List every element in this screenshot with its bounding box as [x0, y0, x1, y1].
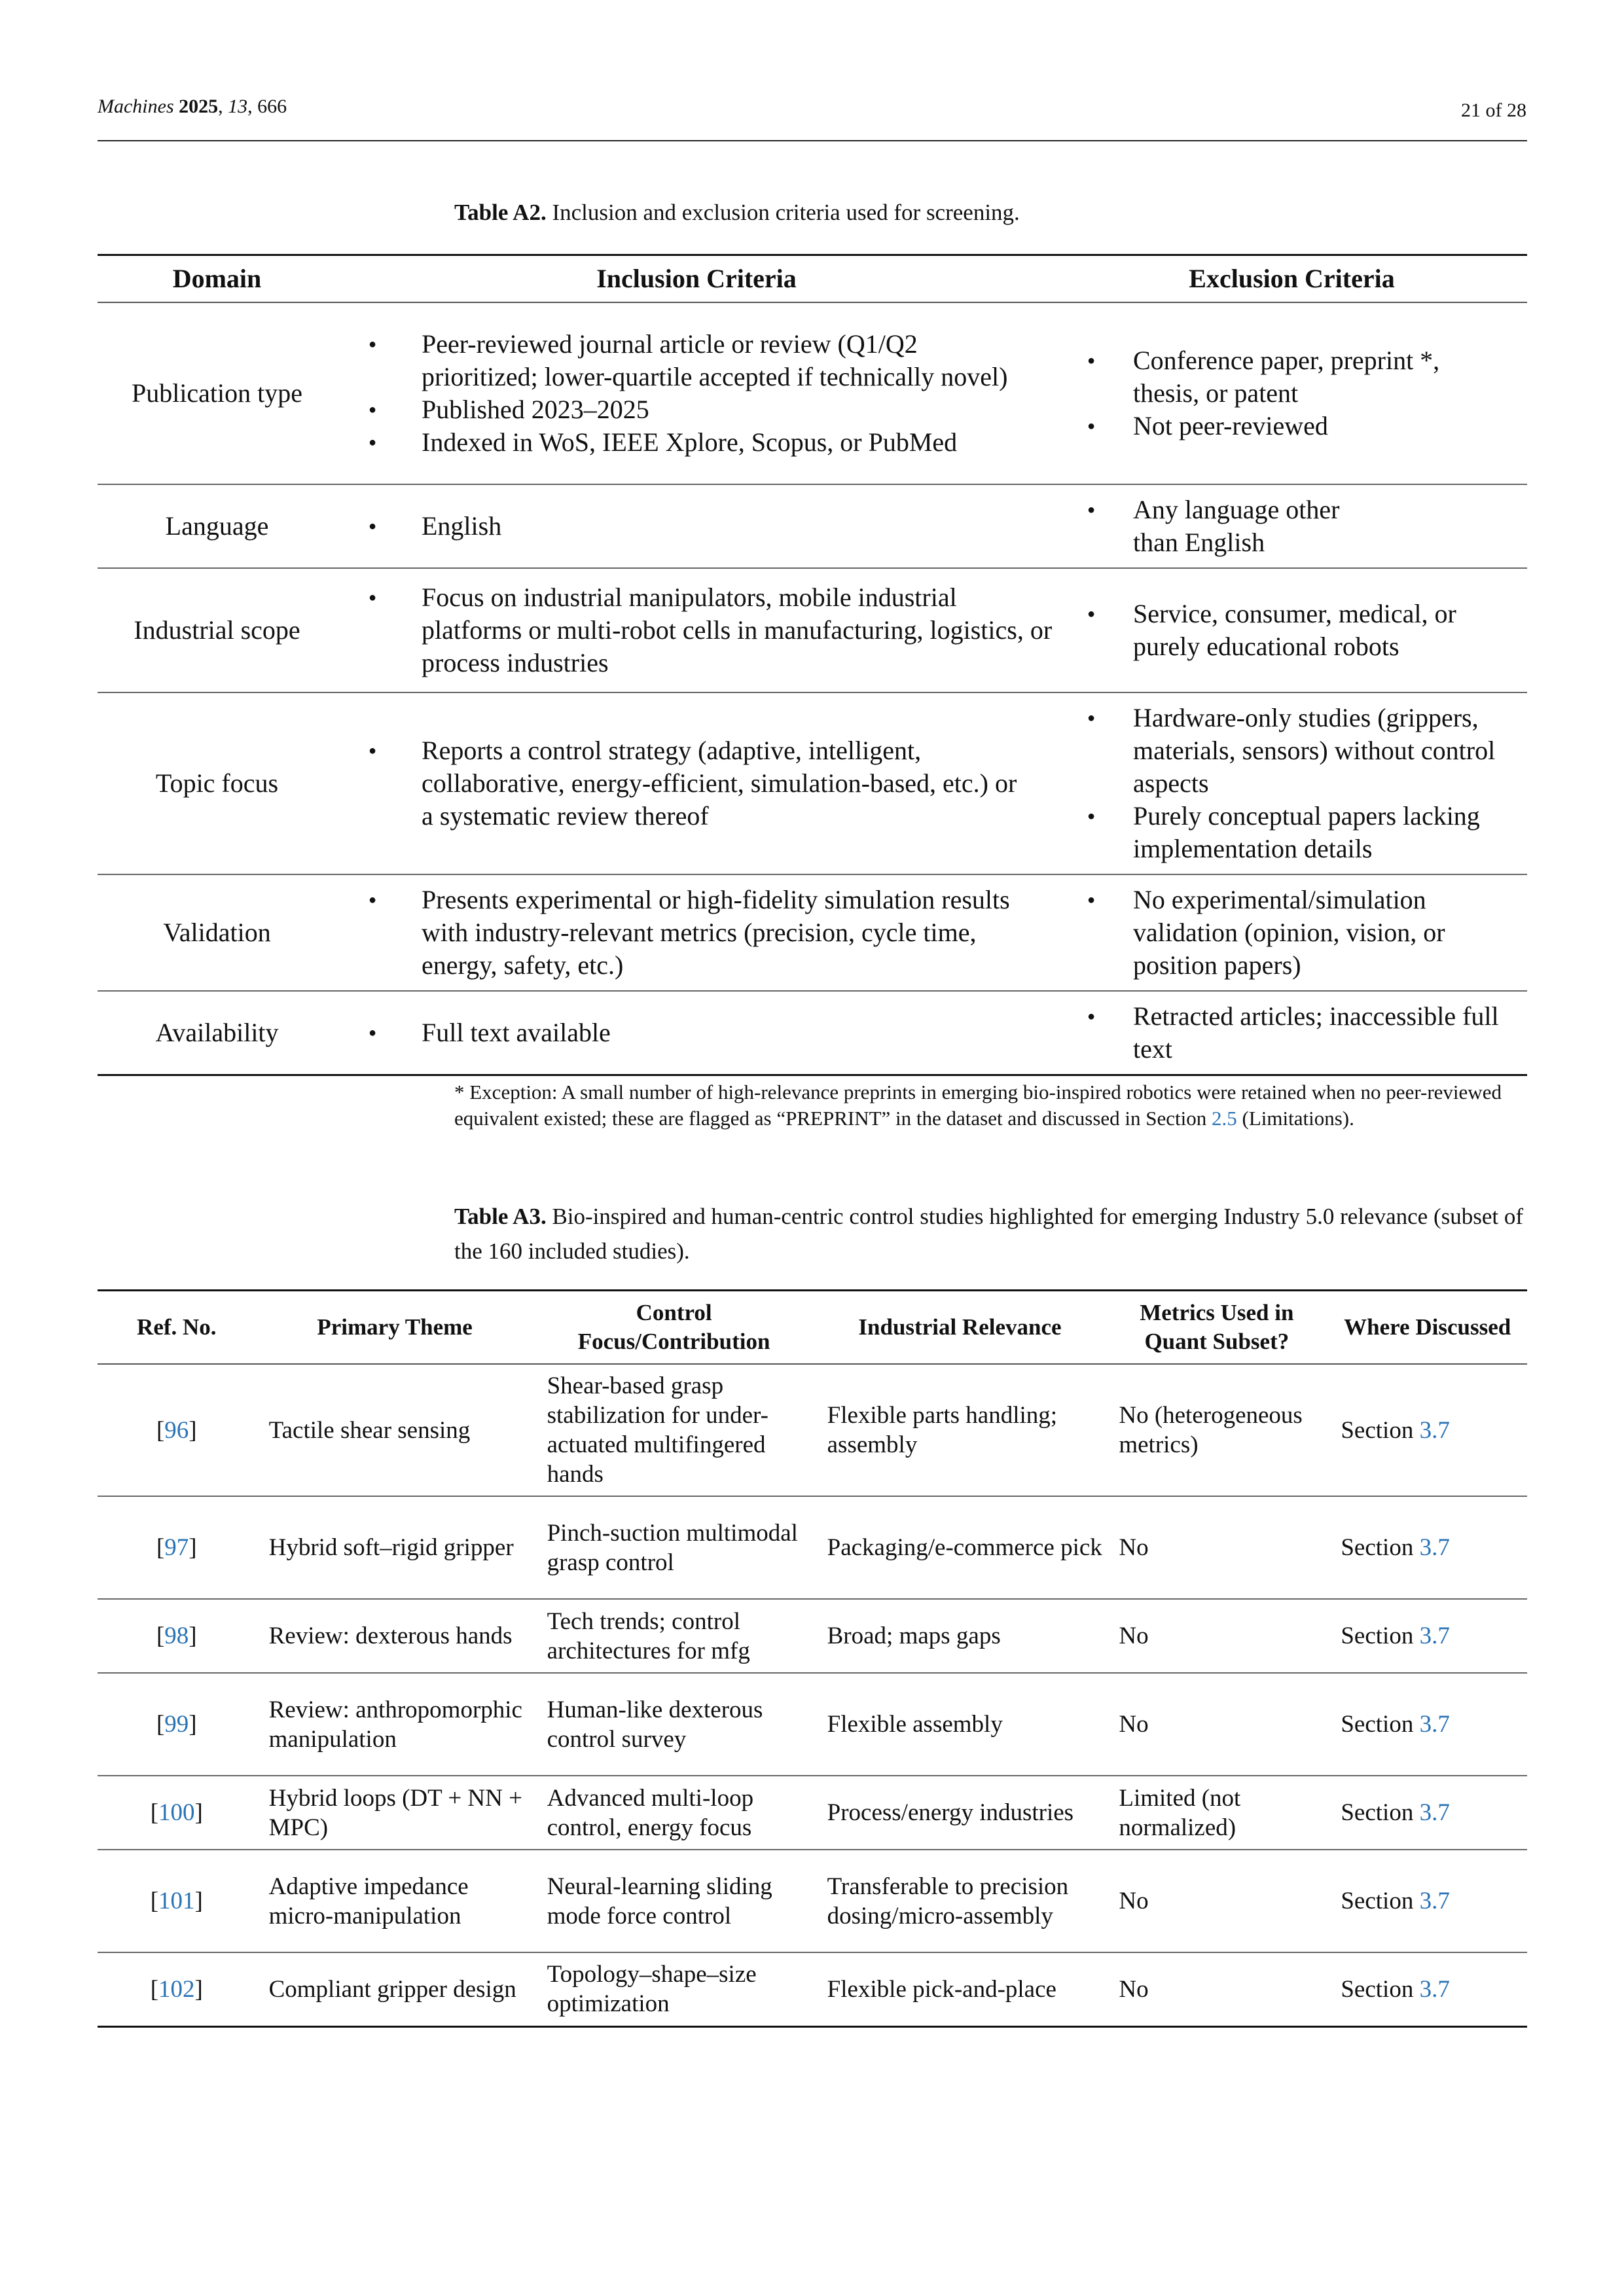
domain-cell: Validation: [98, 874, 336, 991]
journal-name: Machines: [98, 96, 174, 117]
domain-cell: Industrial scope: [98, 568, 336, 692]
list-item: ● Peer-reviewed journal article or review (Q1/Q2 prioritized; lower-quartile accepted if technically novel): [336, 328, 1056, 393]
section-link[interactable]: 3.7: [1419, 1416, 1450, 1444]
inclusion-cell: [336, 484, 1056, 568]
exclusion-list: [1056, 493, 1527, 559]
list-item: ● Full text available: [336, 1016, 1056, 1049]
inclusion-cell: [336, 692, 1056, 874]
exclusion-cell: [1056, 991, 1527, 1075]
relevance-cell: Process/energy industries: [814, 1776, 1106, 1850]
domain-cell: Topic focus: [98, 692, 336, 874]
table-a2-caption: [454, 195, 1020, 230]
inclusion-list: [336, 1016, 1056, 1049]
list-item: ● Not peer-reviewed: [1056, 410, 1527, 442]
section-link[interactable]: 3.7: [1419, 1799, 1450, 1826]
inclusion-list: [336, 510, 1056, 543]
relevance-cell: Packaging/e-commerce pick: [814, 1496, 1106, 1599]
inclusion-list: [336, 734, 1056, 833]
list-item: ● Retracted articles; inaccessible full text: [1056, 1000, 1527, 1066]
table-row: [98, 1364, 1527, 1496]
exclusion-list: [1056, 884, 1527, 982]
article-number: 666: [257, 96, 287, 117]
table-a3-col-relevance: Industrial Relevance: [814, 1291, 1106, 1365]
list-item: ● Indexed in WoS, IEEE Xplore, Scopus, or PubMed: [336, 426, 1056, 459]
where-cell: [1327, 1364, 1527, 1496]
section-label: Section: [1341, 1975, 1420, 2003]
table-row: [98, 1496, 1527, 1599]
focus-cell: Neural-learning sliding mode force control: [534, 1850, 814, 1952]
table-a3-col-ref: Ref. No.: [98, 1291, 256, 1365]
ref-cell: [100]: [98, 1776, 256, 1850]
header-rule: [98, 140, 1527, 141]
exclusion-list: [1056, 1000, 1527, 1066]
list-item: ● Published 2023–2025: [336, 393, 1056, 426]
table-a2-caption-text: Inclusion and exclusion criteria used for screening.: [552, 200, 1020, 225]
inclusion-cell: [336, 874, 1056, 991]
section-link[interactable]: 3.7: [1419, 1711, 1450, 1738]
inclusion-cell: [336, 568, 1056, 692]
reference-link[interactable]: 97: [164, 1534, 189, 1561]
inclusion-list: [336, 884, 1056, 982]
ref-cell: [98]: [98, 1599, 256, 1673]
table-a3-col-where: Where Discussed: [1327, 1291, 1527, 1365]
ref-cell: [101]: [98, 1850, 256, 1952]
relevance-cell: Flexible pick-and-place: [814, 1952, 1106, 2026]
relevance-cell: Flexible parts handling; assembly: [814, 1364, 1106, 1496]
list-item: ● Presents experimental or high-fidelity simulation results with industry-relevant metrics (precision, cycle time, energy, safety, etc.): [336, 884, 1056, 982]
ref-cell: [102]: [98, 1952, 256, 2026]
page-number: 21 of 28: [1461, 99, 1526, 121]
reference-link[interactable]: 100: [158, 1799, 195, 1826]
focus-cell: Human-like dexterous control survey: [534, 1673, 814, 1776]
focus-cell: Shear-based grasp stabilization for under-actuated multifingered hands: [534, 1364, 814, 1496]
theme-cell: Tactile shear sensing: [256, 1364, 534, 1496]
where-cell: [1327, 1776, 1527, 1850]
inclusion-list: [336, 328, 1056, 459]
table-row: [98, 568, 1527, 692]
where-cell: [1327, 1850, 1527, 1952]
journal-volume: 13: [228, 96, 248, 117]
exclusion-cell: [1056, 568, 1527, 692]
table-a2-col-domain: Domain: [98, 255, 336, 303]
ref-cell: [97]: [98, 1496, 256, 1599]
list-item: ● Reports a control strategy (adaptive, intelligent, collaborative, energy-efficient, simulation-based, etc.) or a systematic review thereof: [336, 734, 1056, 833]
table-a2-label: Table A2.: [454, 200, 547, 225]
section-link[interactable]: 3.7: [1419, 1975, 1450, 2003]
table-a3-label: Table A3.: [454, 1204, 547, 1229]
relevance-cell: Transferable to precision dosing/micro-assembly: [814, 1850, 1106, 1952]
exclusion-list: [1056, 702, 1527, 865]
section-link[interactable]: 3.7: [1419, 1888, 1450, 1914]
section-label: Section: [1341, 1711, 1420, 1738]
metrics-cell: No: [1106, 1599, 1327, 1673]
metrics-cell: No: [1106, 1850, 1327, 1952]
where-cell: [1327, 1952, 1527, 2026]
reference-link[interactable]: 99: [164, 1711, 189, 1738]
metrics-cell: No (heterogeneous metrics): [1106, 1364, 1327, 1496]
list-item: ● Hardware-only studies (grippers, materials, sensors) without control aspects: [1056, 702, 1527, 800]
section-link[interactable]: 2.5: [1212, 1107, 1237, 1130]
relevance-cell: Flexible assembly: [814, 1673, 1106, 1776]
metrics-cell: No: [1106, 1952, 1327, 2026]
table-a3-caption-text: Bio-inspired and human-centric control studies highlighted for emerging Industry 5.0 relevance (subset of the 160 included studies).: [454, 1204, 1524, 1264]
inclusion-cell: [336, 302, 1056, 484]
running-header: Machines 2025, 13, 666: [98, 96, 287, 117]
exclusion-list: [1056, 344, 1527, 442]
focus-cell: Topology–shape–size optimization: [534, 1952, 814, 2026]
table-a3-col-theme: Primary Theme: [256, 1291, 534, 1365]
inclusion-list: [336, 581, 1056, 679]
reference-link[interactable]: 98: [164, 1623, 189, 1649]
list-item: ● No experimental/simulation validation (opinion, vision, or position papers): [1056, 884, 1527, 982]
exclusion-cell: [1056, 302, 1527, 484]
table-a2-footnote: [454, 1079, 1528, 1132]
section-label: Section: [1341, 1416, 1420, 1444]
list-item: ● Focus on industrial manipulators, mobile industrial platforms or multi-robot cells in manufacturing, logistics, or process industries: [336, 581, 1056, 679]
metrics-cell: Limited (not normalized): [1106, 1776, 1327, 1850]
table-a3-col-focus: Control Focus/Contribution: [534, 1291, 814, 1365]
section-label: Section: [1341, 1888, 1420, 1914]
list-item: ● Any language other than English: [1056, 493, 1527, 559]
ref-cell: [99]: [98, 1673, 256, 1776]
table-row: [98, 484, 1527, 568]
inclusion-cell: [336, 991, 1056, 1075]
exclusion-cell: [1056, 874, 1527, 991]
theme-cell: Hybrid soft–rigid gripper: [256, 1496, 534, 1599]
section-link[interactable]: 3.7: [1419, 1534, 1450, 1561]
focus-cell: Tech trends; control architectures for mfg: [534, 1599, 814, 1673]
domain-cell: Availability: [98, 991, 336, 1075]
exclusion-cell: [1056, 692, 1527, 874]
domain-cell: Publication type: [98, 302, 336, 484]
exclusion-list: [1056, 598, 1527, 663]
relevance-cell: Broad; maps gaps: [814, 1599, 1106, 1673]
reference-link[interactable]: 101: [158, 1888, 195, 1914]
footnote-tail: (Limitations).: [1236, 1107, 1354, 1130]
table-row: [98, 1673, 1527, 1776]
table-a3-header-row: [98, 1291, 1527, 1365]
list-item: ● Conference paper, preprint *, thesis, or patent: [1056, 344, 1527, 410]
table-a3-caption: [454, 1199, 1528, 1268]
table-row: [98, 302, 1527, 484]
table-a2-col-exclusion: Exclusion Criteria: [1056, 255, 1527, 303]
metrics-cell: No: [1106, 1496, 1327, 1599]
domain-cell: Language: [98, 484, 336, 568]
where-cell: [1327, 1673, 1527, 1776]
table-row: [98, 1952, 1527, 2026]
ref-cell: [96]: [98, 1364, 256, 1496]
table-a3: [98, 1289, 1527, 2028]
journal-year: 2025: [179, 96, 219, 117]
where-cell: [1327, 1599, 1527, 1673]
table-row: [98, 874, 1527, 991]
table-row: [98, 1599, 1527, 1673]
reference-link[interactable]: 96: [164, 1416, 189, 1444]
table-row: [98, 1776, 1527, 1850]
metrics-cell: No: [1106, 1673, 1327, 1776]
exclusion-cell: [1056, 484, 1527, 568]
focus-cell: Pinch-suction multimodal grasp control: [534, 1496, 814, 1599]
table-row: [98, 991, 1527, 1075]
section-label: Section: [1341, 1534, 1420, 1561]
theme-cell: Hybrid loops (DT + NN + MPC): [256, 1776, 534, 1850]
list-item: ● Service, consumer, medical, or purely educational robots: [1056, 598, 1527, 663]
list-item: ● English: [336, 510, 1056, 543]
reference-link[interactable]: 102: [158, 1975, 195, 2003]
list-item: ● Purely conceptual papers lacking implementation details: [1056, 800, 1527, 865]
theme-cell: Review: anthropomorphic manipulation: [256, 1673, 534, 1776]
where-cell: [1327, 1496, 1527, 1599]
theme-cell: Compliant gripper design: [256, 1952, 534, 2026]
table-a2-col-inclusion: Inclusion Criteria: [336, 255, 1056, 303]
table-row: [98, 692, 1527, 874]
footnote-text: * Exception: A small number of high-relevance preprints in emerging bio-inspired robotics were retained when no peer-reviewed equivalent existed; these are flagged as “PREPRINT” in the dataset and discussed in Section: [454, 1081, 1502, 1130]
focus-cell: Advanced multi-loop control, energy focus: [534, 1776, 814, 1850]
table-a2: [98, 254, 1527, 1076]
table-row: [98, 1850, 1527, 1952]
section-label: Section: [1341, 1799, 1420, 1826]
table-a2-header-row: [98, 255, 1527, 303]
theme-cell: Adaptive impedance micro-manipulation: [256, 1850, 534, 1952]
table-a3-col-metrics: Metrics Used in Quant Subset?: [1106, 1291, 1327, 1365]
section-label: Section: [1341, 1623, 1420, 1649]
theme-cell: Review: dexterous hands: [256, 1599, 534, 1673]
section-link[interactable]: 3.7: [1419, 1623, 1450, 1649]
